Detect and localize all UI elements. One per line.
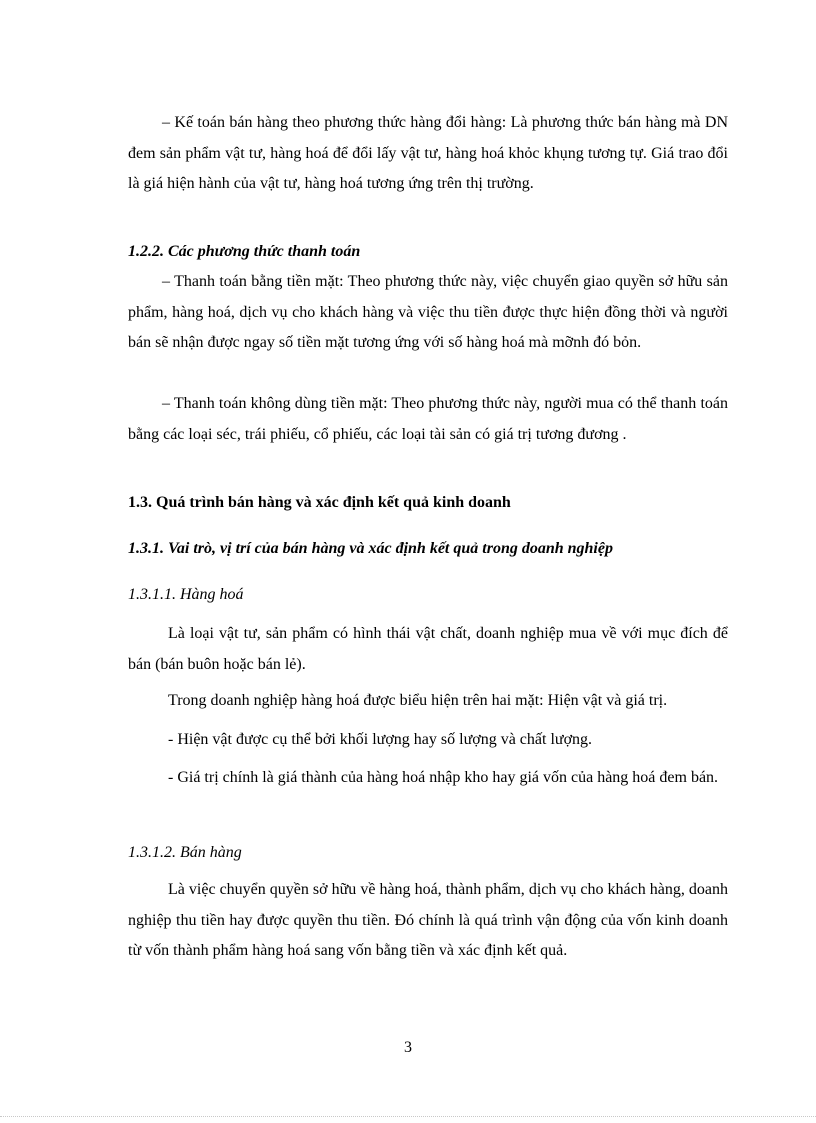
paragraph-value-aspect: - Giá trị chính là giá thành của hàng hoá nhập kho hay giá vốn của hàng hoá đem bán.: [168, 769, 719, 786]
paragraph-goods-definition: Là loại vật tư, sản phẩm có hình thái vật chất, doanh nghiệp mua về với mục đích để bán (bán buôn hoặc bán lẻ).: [128, 625, 728, 673]
heading-1-3-1-2: 1.3.1.2. Bán hàng: [128, 844, 242, 861]
paragraph-sales-definition: Là việc chuyển quyền sở hữu về hàng hoá, thành phẩm, dịch vụ cho khách hàng, doanh nghiệp thu tiền hay được quyền thu tiền. Đó chính là quá trình vận động của vốn kinh doanh từ vốn thành phẩm hàng hoá sang vốn bằng tiền và xác định kết quả.: [128, 881, 728, 959]
paragraph-goods-aspects: Trong doanh nghiệp hàng hoá được biểu hiện trên hai mặt: Hiện vật và giá trị.: [168, 692, 668, 709]
heading-1-3-1: 1.3.1. Vai trò, vị trí của bán hàng và xác định kết quả trong doanh nghiệp: [128, 540, 613, 557]
paragraph-non-cash-payment: – Thanh toán không dùng tiền mặt: Theo phương thức này, người mua có thể thanh toán bằng các loại séc, trái phiếu, cổ phiếu, các loại tài sản có giá trị tương đương .: [128, 395, 728, 443]
paragraph-cash-payment: – Thanh toán bằng tiền mặt: Theo phương thức này, việc chuyển giao quyền sở hữu sản phẩm, hàng hoá, dịch vụ cho khách hàng và việc thu tiền được thực hiện đồng thời và người bán sẽ nhận được ngay số tiền mặt tương ứng với số hàng hoá mà mỡnh đó bỏn.: [128, 273, 728, 351]
paragraph-physical-aspect: - Hiện vật được cụ thể bởi khối lượng hay số lượng và chất lượng.: [168, 731, 593, 748]
heading-1-2-2: 1.2.2. Các phương thức thanh toán: [128, 243, 361, 260]
paragraph-barter-sales: – Kế toán bán hàng theo phương thức hàng đổi hàng: Là phương thức bán hàng mà DN đem sản phẩm vật tư, hàng hoá để đổi lấy vật tư, hàng hoá khỏc khụng tương tự. Giá trao đổi là giá hiện hành của vật tư, hàng hoá tương ứng trên thị trường.: [128, 114, 728, 192]
heading-1-3: 1.3. Quá trình bán hàng và xác định kết quả kinh doanh: [128, 494, 511, 511]
page-number: 3: [404, 1039, 412, 1056]
page-edge-divider: [0, 1116, 816, 1117]
heading-1-3-1-1: 1.3.1.1. Hàng hoá: [128, 586, 244, 603]
